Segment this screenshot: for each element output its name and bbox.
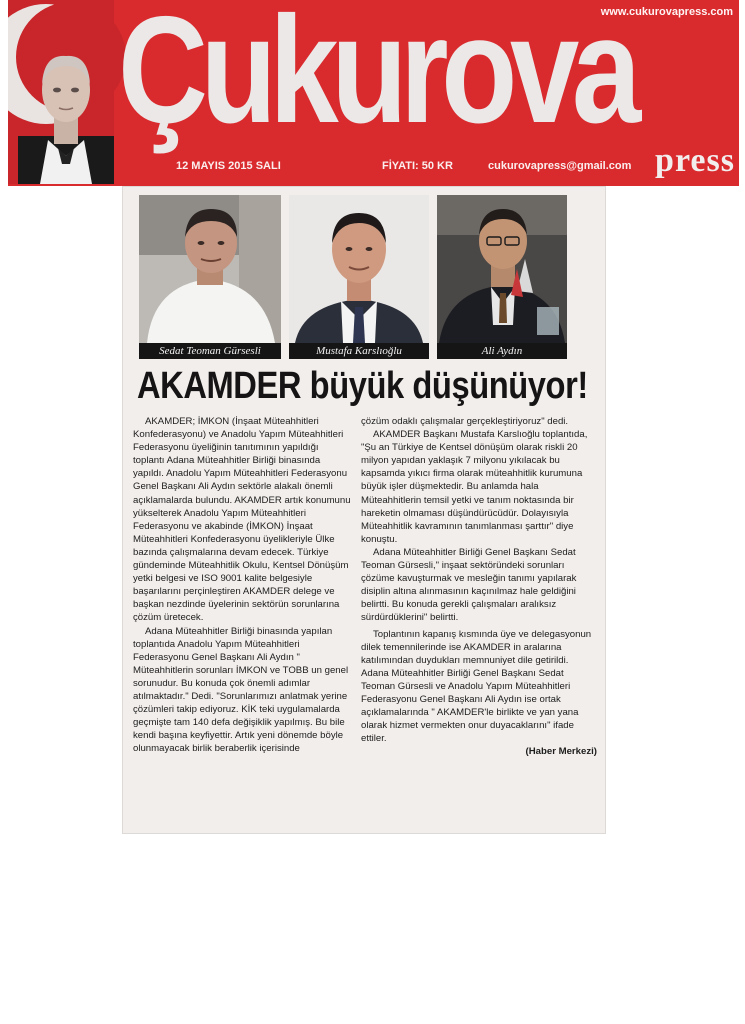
portrait-photo: [18, 44, 114, 184]
article-credit: (Haber Merkezi): [525, 746, 597, 758]
photo-caption: Mustafa Karslıoğlu: [289, 343, 429, 359]
issue-date: 12 MAYIS 2015 SALI: [176, 160, 281, 172]
website-url: www.cukurovapress.com: [600, 6, 733, 18]
photo-caption: Ali Aydın: [437, 343, 567, 359]
newspaper-masthead: [8, 0, 739, 186]
article-column-left: [133, 415, 351, 755]
photo-mustafa-karslioglu: [289, 195, 429, 343]
photo-sedat-teoman-gursesli: [139, 195, 281, 343]
photo-caption: Sedat Teoman Gürsesli: [139, 343, 281, 359]
article-paragraph: Adana Müteahhitler Birliği binasında yapılan toplantıda Anadolu Yapım Müteahhitleri Federasyonu Genel Başkanı Ali Aydın " Müteahhitlerin sorunları İMKON ve TOBB un genel sorunudur. Bu konuda çok önemli adımlar atılmaktadır." Dedi. "Sorunlarımızı anlatmak yerine çözümleri takip ediyoruz. KİK teki uygulamalarda geçmişte tam 140 defa değişiklik yapılmış. Bu bile kendi başına keyfiyettir. Artık yeni dönemde böyle olunmayacak birlik beraberlik içerisinde: [133, 625, 349, 755]
photo-image: [139, 195, 281, 343]
article-clipping: [123, 187, 605, 833]
newspaper-logo-press: press: [655, 142, 735, 179]
flag-portrait-panel: [8, 0, 114, 184]
newspaper-logo: Çukurova: [118, 0, 634, 155]
issue-price: FİYATI: 50 KR: [382, 160, 453, 172]
article-headline: AKAMDER büyük düşünüyor!: [137, 365, 588, 407]
article-column-right: [361, 415, 597, 758]
article-paragraph: AKAMDER Başkanı Mustafa Karslıoğlu toplantıda, "Şu an Türkiye de Kentsel dönüşüm olarak riskli 20 milyon yapıdan yaklaşık 7 milyonu yıkılacak bu kapsamda yıkıcı firma olarak müteahhitlik kurumuna büyük işler düşmektedir. Bu anlamda hala Müteahhitlerin temsil yetki ve tanım noktasında bir hareketin olmaması düşündürücüdür. Dolayısıyla Müteahhitlik kavramının tanımlanması şarttır" diye konuştu.: [361, 429, 588, 545]
contact-email: cukurovapress@gmail.com: [488, 160, 632, 172]
article-paragraph: AKAMDER; İMKON (İnşaat Müteahhitleri Konfederasyonu) ve Anadolu Yapım Müteahhitleri Federasyonu üyeliğinin tanıtımının yapıldığı toplantı Adana Müteahhitler Birliği binasında yapıldı. Anadolu Yapım Müteahhitleri Federasyonu Genel Başkanı Ali Aydın sektörle alakalı önemli açıklamalarda bulundu. AKAMDER artık konumunu yükselterek Anadolu Yapım Müteahhitleri Federasyonu ve akabinde (İMKON) İnşaat Müteahhitleri Konfederasyonu üyelikleriyle Ülke bazında çalışmalarına devam edecek. Türkiye gündeminde Müteahhitlik Okulu, Kentsel Dönüşüm yetki belgesi ve ISO 9001 kalite belgesiyle başarılarını perçinleştiren AKAMDER delege ve başkan nezdinde üyelerinin sektörün sorunlarına çözüm üretecek.: [133, 416, 351, 624]
article-paragraph: Adana Müteahhitler Birliği Genel Başkanı Sedat Teoman Gürsesli," inşaat sektöründeki sorunları çözüme kavuşturmak ve mesleğin tanımı yapılarak disiplin altına alınmasının kaçınılmaz hale geldiğini belirtti. Bu konuda gerekli çalışmaları aralıksız sürdürdüklerini" belirtti.: [361, 546, 577, 624]
photo-image: [289, 195, 429, 343]
article-paragraph: Toplantının kapanış kısmında üye ve delegasyonun dilek temennilerinde ise AKAMDER in aralarına katılımından duydukları memnuniyet dile getirildi. Adana Müteahhitler Birliği Genel Başkanı Sedat Teoman Gürsesli ve Anadolu Yapım Müteahhitleri Federasyonu Genel Başkanı Ali Aydın ise ortak açıklamalarında " AKAMDER'le birlikte ve yan yana olarak hizmet vermekten onur duyacaklarını" ifade ettiler.: [361, 628, 592, 745]
photo-image: [437, 195, 567, 343]
article-paragraph: çözüm odaklı çalışmalar gerçekleştiriyoruz" dedi.: [361, 416, 569, 427]
photo-ali-aydin: [437, 195, 567, 343]
